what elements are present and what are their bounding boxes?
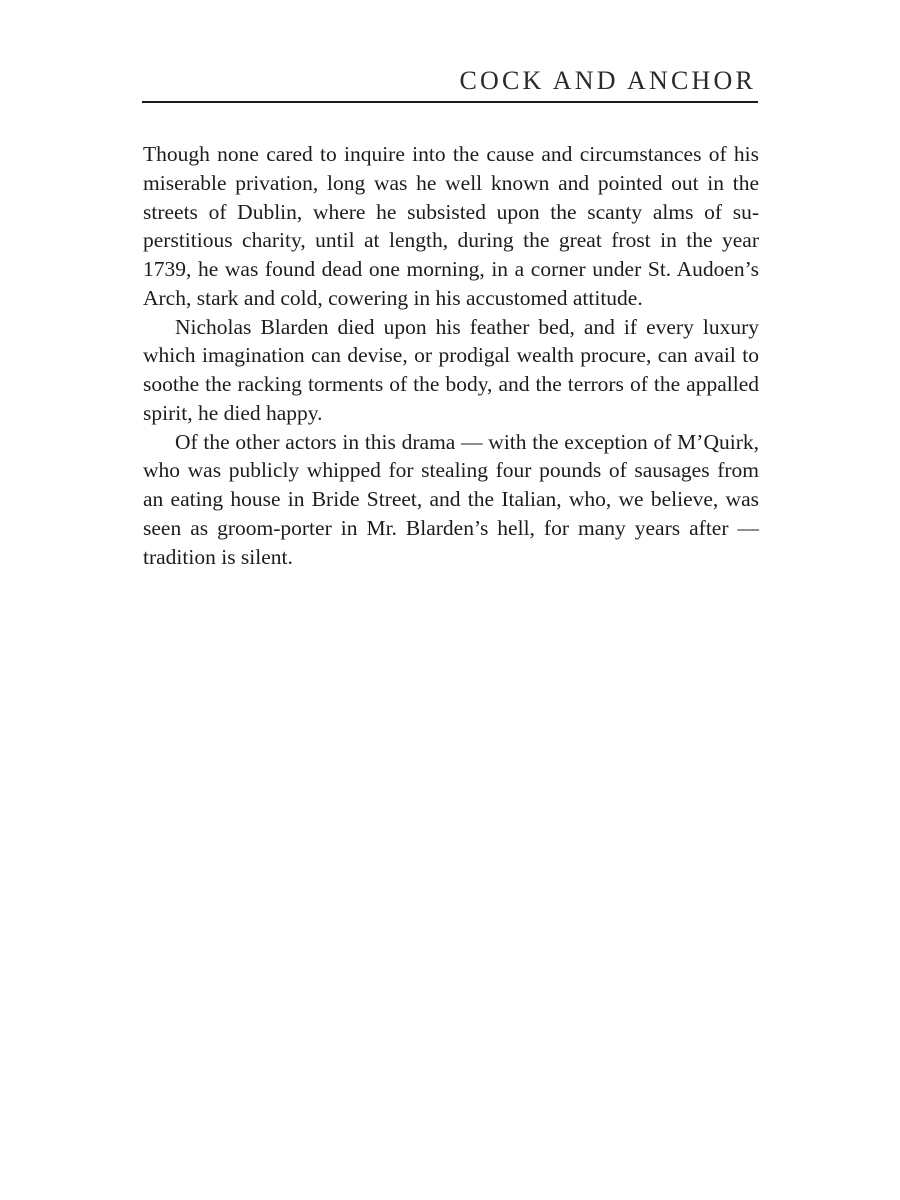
running-title: COCK AND ANCHOR: [459, 66, 756, 95]
paragraph: Of the other actors in this drama — with the exception of M’Quirk, who was publicly whipped for stealing four pounds of sausages from an eating house in Bride Street, and the Italian, who, we believe, was seen as groom-porter in Mr. Blarden’s hell, for many years after — tradition is silent.: [143, 429, 759, 569]
paragraph: Nicholas Blarden died upon his feather bed, and if every luxury which imagination can devise, or prodigal wealth procure, can avail to soothe the racking torments of the body, and the terrors of the appalled spirit, he died happy.: [143, 314, 759, 425]
running-header: [142, 60, 758, 103]
paragraph: Though none cared to inquire into the cause and circumstances of his miserable privation, long was he well known and pointed out in the streets of Dublin, where he subsisted upon the scanty alms of superstitious charity, until at length, during the great frost in the year 1739, he was found dead one morning, in a corner under St. Audoen’s Arch, stark and cold, cowering in his accustomed attitude.: [143, 142, 759, 310]
body-text: [143, 140, 759, 571]
